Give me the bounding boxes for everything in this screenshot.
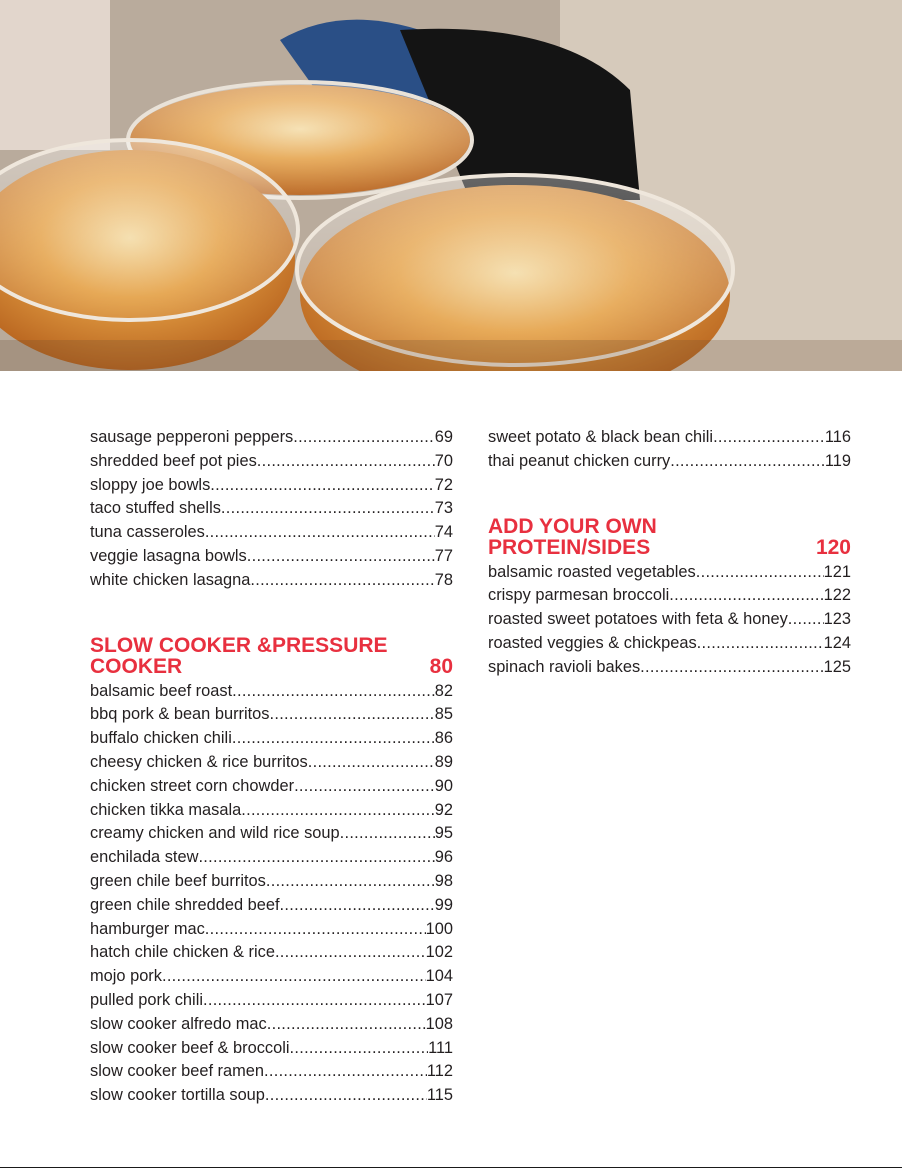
toc-title: green chile shredded beef [90,895,280,914]
toc-page: 111 [428,1038,453,1057]
toc-page: 86 [434,729,453,748]
leader-dots [267,1013,426,1037]
toc-entry[interactable] [90,799,453,823]
toc-title: shredded beef pot pies [90,451,257,470]
toc-title: balsamic beef roast [90,681,233,700]
casserole-photo-illustration [0,0,902,371]
toc-title: taco stuffed shells [90,499,221,518]
toc-page: 96 [434,848,453,867]
toc-page: 69 [434,428,453,446]
toc-title: hatch chile chicken & rice [90,943,275,962]
toc-title: buffalo chicken chili [90,729,232,748]
toc-page: 85 [434,705,453,724]
toc-page: 108 [425,1014,453,1033]
leader-dots [280,894,435,918]
toc-entry[interactable] [488,450,851,474]
leader-dots [162,965,426,989]
toc-entry[interactable] [90,775,453,799]
leader-dots [788,608,824,632]
toc-title: tuna casseroles [90,523,205,542]
toc-page: 123 [823,610,851,629]
toc-title: slow cooker beef ramen [90,1062,265,1081]
toc-entry[interactable] [90,474,453,498]
leader-dots [670,450,825,474]
toc-entry[interactable] [90,545,453,569]
toc-page: 124 [823,633,851,652]
toc-group [90,426,453,593]
leader-dots [640,656,823,680]
section-page: 80 [429,654,453,678]
toc-left-column [90,426,453,1108]
toc-entry[interactable] [90,727,453,751]
header-photo [0,0,902,371]
leader-dots [697,632,824,656]
toc-entry[interactable] [90,751,453,775]
toc-title: veggie lasagna bowls [90,546,247,565]
leader-dots [308,751,435,775]
toc-page: 89 [434,752,453,771]
toc-title: mojo pork [90,967,162,986]
toc-entry[interactable] [90,1037,453,1061]
toc-entry[interactable] [90,870,453,894]
toc-entry[interactable] [90,846,453,870]
toc-title: hamburger mac [90,919,205,938]
toc-page: 99 [434,895,453,914]
toc-title: slow cooker beef & broccoli [90,1038,290,1057]
toc-entry[interactable] [90,918,453,942]
leader-dots [264,1060,427,1084]
toc-title: green chile beef burritos [90,871,266,890]
toc-group [90,680,453,1108]
section-heading-line: COOKER [90,654,183,678]
toc-page: 90 [434,776,453,795]
toc-title: sloppy joe bowls [90,475,211,494]
leader-dots [696,561,824,585]
leader-dots [205,918,426,942]
toc-page: 70 [434,451,453,470]
toc-group [488,561,851,680]
toc-entry[interactable] [90,569,453,593]
section-page: 120 [815,535,851,559]
toc-page: 77 [434,546,453,565]
toc-title: chicken street corn chowder [90,776,295,795]
toc-right-column [488,426,851,680]
leader-dots [265,1084,427,1108]
toc-title: thai peanut chicken curry [488,451,671,470]
leader-dots [293,426,435,450]
toc-title: roasted sweet potatoes with feta & honey [488,610,788,629]
toc-entry[interactable] [90,894,453,918]
toc-title: creamy chicken and wild rice soup [90,824,340,843]
toc-title: slow cooker tortilla soup [90,1086,265,1105]
toc-page: 74 [434,523,453,542]
toc-entry[interactable] [90,521,453,545]
toc-title: balsamic roasted vegetables [488,562,696,581]
toc-page: 102 [425,943,453,962]
toc-entry[interactable] [90,965,453,989]
toc-page: 92 [434,800,453,819]
toc-entry[interactable] [488,632,851,656]
section-heading-line: PROTEIN/SIDES [488,535,651,559]
toc-page: 82 [434,681,453,700]
toc-title: bbq pork & bean burritos [90,705,270,724]
leader-dots [198,846,434,870]
toc-title: cheesy chicken & rice burritos [90,752,308,771]
toc-entry[interactable] [90,822,453,846]
toc-page: 112 [426,1062,453,1081]
toc-page: 107 [425,990,453,1009]
toc-entry[interactable] [90,1084,453,1108]
leader-dots [203,989,426,1013]
leader-dots [221,497,435,521]
leader-dots [257,450,435,474]
toc-title: sausage pepperoni peppers [90,428,294,446]
toc-entry[interactable] [488,561,851,585]
toc-entry[interactable] [90,1060,453,1084]
toc-page: 104 [425,967,453,986]
leader-dots [241,799,435,823]
section-heading-line: SLOW COOKER &PRESSURE [90,633,388,657]
leader-dots [669,584,823,608]
toc-entry[interactable] [90,1013,453,1037]
toc-page: 98 [434,871,453,890]
toc-page: 72 [434,475,453,494]
leader-dots [275,941,426,965]
toc-entry[interactable] [90,703,453,727]
toc-page: 95 [434,824,453,843]
section-heading-add-your-own[interactable] [488,516,851,558]
leader-dots [294,775,435,799]
toc-entry[interactable] [90,680,453,704]
toc-page: 115 [426,1086,453,1105]
toc-page: 122 [823,586,851,605]
toc-page: 116 [824,428,851,446]
toc-entry[interactable] [488,426,851,450]
leader-dots [250,569,434,593]
toc-entry[interactable] [90,941,453,965]
toc-entry[interactable] [90,497,453,521]
toc-group [488,426,851,474]
toc-entry[interactable] [488,584,851,608]
section-heading-slow-cooker[interactable] [90,635,453,677]
toc-title: sweet potato & black bean chili [488,428,714,446]
leader-dots [205,521,435,545]
toc-page: 119 [824,451,851,470]
toc-title: crispy parmesan broccoli [488,586,670,605]
toc-title: white chicken lasagna [90,570,251,589]
toc-page: 73 [434,499,453,518]
toc-page: 100 [425,919,453,938]
leader-dots [266,870,435,894]
toc-entry[interactable] [90,450,453,474]
leader-dots [232,727,435,751]
leader-dots [232,680,435,704]
toc-entry[interactable] [488,656,851,680]
leader-dots [340,822,435,846]
toc-title: enchilada stew [90,848,199,867]
toc-title: slow cooker alfredo mac [90,1014,267,1033]
bottom-rule [0,1167,902,1168]
toc-page: 78 [434,570,453,589]
toc-entry[interactable] [90,989,453,1013]
toc-title: roasted veggies & chickpeas [488,633,697,652]
leader-dots [713,426,825,450]
leader-dots [270,703,435,727]
toc-page: 121 [823,562,851,581]
toc-title: pulled pork chili [90,990,203,1009]
toc-title: chicken tikka masala [90,800,242,819]
leader-dots [210,474,435,498]
toc-entry[interactable] [488,608,851,632]
toc-title: spinach ravioli bakes [488,657,641,676]
toc-page: 125 [823,657,851,676]
leader-dots [290,1037,429,1061]
leader-dots [247,545,435,569]
toc-entry[interactable] [90,426,453,450]
section-heading-line: ADD YOUR OWN [488,514,657,538]
